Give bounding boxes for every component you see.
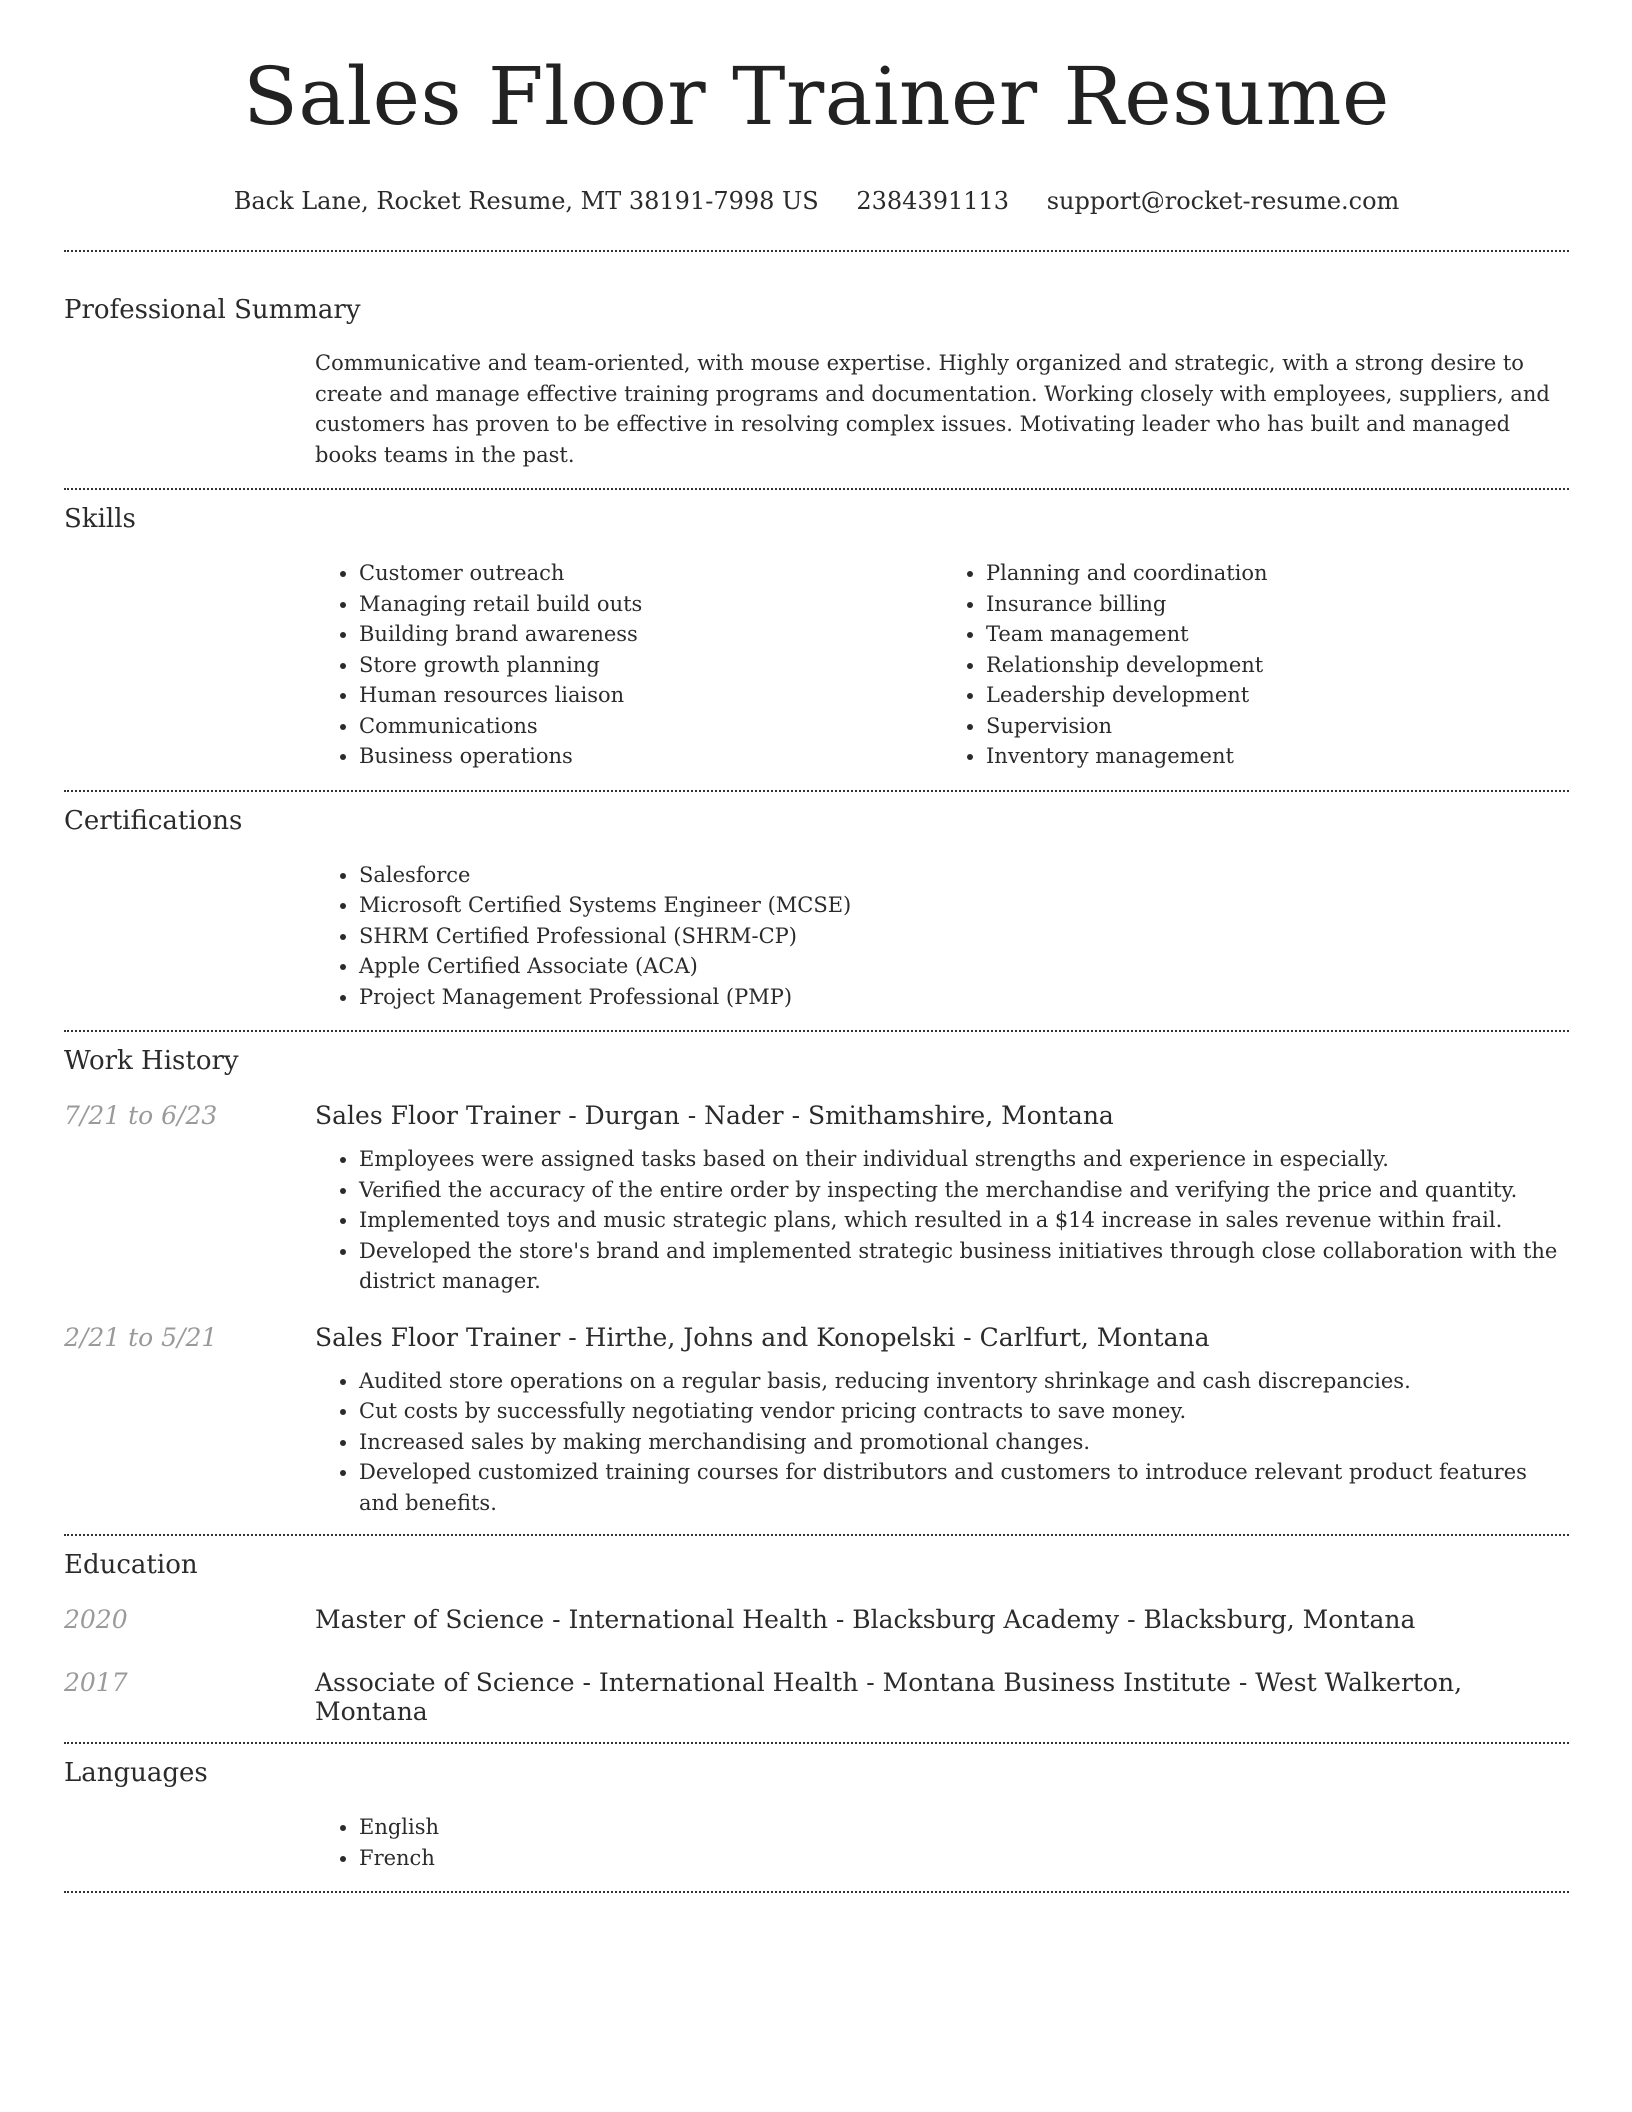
divider <box>64 488 1569 490</box>
work-section <box>64 1045 1569 1518</box>
job-bullet: • Implemented toys and music strategic plans, which resulted in a $14 increase in sales revenue within frail. <box>359 1205 1559 1236</box>
skill-item: • Building brand awareness <box>359 619 942 650</box>
job-bullet: • Verified the accuracy of the entire order by inspecting the merchandise and verifying the price and quantity. <box>359 1175 1559 1206</box>
certification-item: • SHRM Certified Professional (SHRM-CP) <box>359 921 1569 952</box>
summary-text: Communicative and team-oriented, with mouse expertise. Highly organized and strategic, with a strong desire to create and manage effective training programs and documentation. Working closely with employees, suppliers, and customers has proven to be effective in resolving complex issues. Motivating leader who has built and managed books teams in the past. <box>315 351 1550 467</box>
certification-item: • Project Management Professional (PMP) <box>359 982 1569 1013</box>
education-heading: Education <box>64 1550 198 1580</box>
education-heading-text: Master of Science - International Health - Blacksburg Academy - Blacksburg, Montana <box>315 1605 1416 1634</box>
language-item: • English <box>359 1812 1569 1843</box>
skills-heading: Skills <box>64 504 136 534</box>
divider <box>64 250 1569 252</box>
skill-item: • Inventory management <box>986 741 1569 772</box>
skill-item: • Business operations <box>359 741 942 772</box>
languages-list <box>315 1812 1569 1873</box>
education-year: 2017 <box>64 1668 128 1697</box>
job-bullets <box>315 1366 1559 1519</box>
skill-item: • Planning and coordination <box>986 558 1569 589</box>
resume-page <box>64 0 1569 1893</box>
contact-line <box>64 186 1569 216</box>
summary-heading: Professional Summary <box>64 295 361 325</box>
certification-item: • Apple Certified Associate (ACA) <box>359 951 1569 982</box>
skill-item: • Supervision <box>986 711 1569 742</box>
work-heading: Work History <box>64 1046 239 1076</box>
job-entry <box>64 1323 1569 1519</box>
languages-section <box>64 1757 1569 1873</box>
languages-heading: Languages <box>64 1758 208 1788</box>
job-dates: 7/21 to 6/23 <box>64 1101 218 1130</box>
job-bullet: • Employees were assigned tasks based on their individual strengths and experience in especially. <box>359 1144 1559 1175</box>
education-year: 2020 <box>64 1605 128 1634</box>
job-heading: Sales Floor Trainer - Durgan - Nader - Smithamshire, Montana <box>315 1101 1114 1130</box>
certification-item: • Microsoft Certified Systems Engineer (MCSE) <box>359 890 1569 921</box>
job-bullet: • Developed the store's brand and implemented strategic business initiatives through close collaboration with the district manager. <box>359 1236 1559 1297</box>
skill-item: • Team management <box>986 619 1569 650</box>
job-bullet: • Audited store operations on a regular basis, reducing inventory shrinkage and cash discrepancies. <box>359 1366 1559 1397</box>
contact-phone: 2384391113 <box>856 187 1010 215</box>
job-header <box>64 1101 1569 1130</box>
job-header <box>64 1323 1569 1352</box>
divider <box>64 790 1569 792</box>
summary-section <box>64 294 1569 470</box>
education-heading-text: Associate of Science - International Health - Montana Business Institute - West Walkerton, Montana <box>315 1668 1463 1726</box>
certifications-list <box>315 860 1569 1013</box>
skill-item: • Leadership development <box>986 680 1569 711</box>
language-item: • French <box>359 1843 1569 1874</box>
education-section <box>64 1549 1569 1726</box>
job-bullet: • Developed customized training courses for distributors and customers to introduce relevant product features and benefits. <box>359 1457 1559 1518</box>
job-bullet: • Increased sales by making merchandising and promotional changes. <box>359 1427 1559 1458</box>
resume-title: Sales Floor Trainer Resume <box>243 50 1390 143</box>
job-heading: Sales Floor Trainer - Hirthe, Johns and Konopelski - Carlfurt, Montana <box>315 1322 1210 1352</box>
skill-item: • Customer outreach <box>359 558 942 589</box>
divider <box>64 1534 1569 1536</box>
skills-list-right <box>942 558 1569 772</box>
skill-item: • Relationship development <box>986 650 1569 681</box>
job-bullets <box>315 1144 1559 1297</box>
skills-section <box>64 503 1569 772</box>
education-entry <box>64 1668 1569 1726</box>
skill-item: • Human resources liaison <box>359 680 942 711</box>
job-bullet: • Cut costs by successfully negotiating vendor pricing contracts to save money. <box>359 1396 1559 1427</box>
divider <box>64 1891 1569 1893</box>
skills-columns <box>315 558 1569 772</box>
skill-item: • Managing retail build outs <box>359 589 942 620</box>
skills-list-left <box>315 558 942 772</box>
divider <box>64 1742 1569 1744</box>
contact-address: Back Lane, Rocket Resume, MT 38191-7998 US <box>233 187 819 215</box>
certification-item: • Salesforce <box>359 860 1569 891</box>
certifications-section <box>64 805 1569 1013</box>
divider <box>64 1030 1569 1032</box>
job-entry <box>64 1101 1569 1297</box>
certifications-heading: Certifications <box>64 805 243 836</box>
skill-item: • Communications <box>359 711 942 742</box>
contact-email[interactable]: support@rocket-resume.com <box>1046 187 1400 215</box>
skill-item: • Insurance billing <box>986 589 1569 620</box>
education-entry <box>64 1605 1569 1634</box>
skill-item: • Store growth planning <box>359 650 942 681</box>
job-dates: 2/21 to 5/21 <box>64 1322 218 1352</box>
